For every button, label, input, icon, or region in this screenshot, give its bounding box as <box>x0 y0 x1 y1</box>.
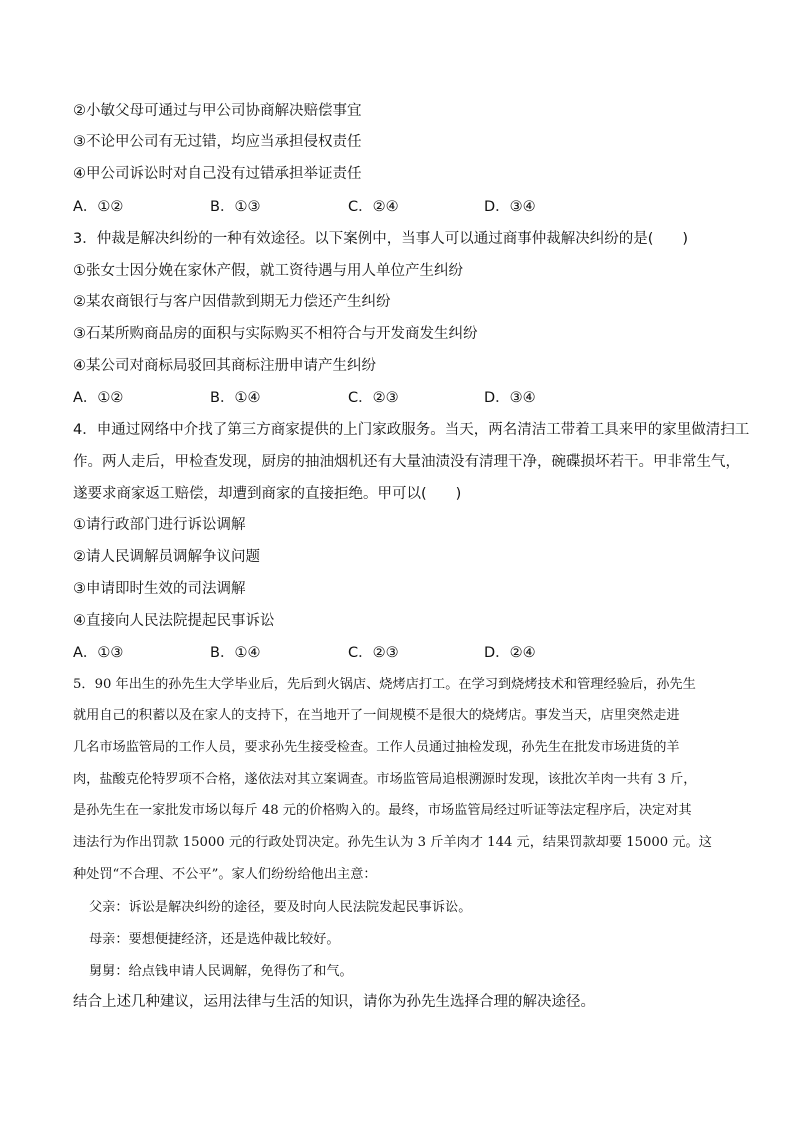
q2-statement-3: ③不论甲公司有无过错，均应当承担侵权责任 <box>73 134 362 150</box>
q4-options <box>73 643 723 663</box>
q5-uncle-advice: 舅舅：给点钱申请人民调解，免得伤了和气。 <box>89 964 353 979</box>
q4-statement-2: ②请人民调解员调解争议问题 <box>73 549 260 565</box>
q3-option-d: D．③④ <box>484 390 536 406</box>
q5-stem-line-1: 5．90 年出生的孙先生大学毕业后，先后到火锅店、烧烤店打工。在学习到烧烤技术和管理经验后，孙先生 <box>73 677 696 692</box>
q2-statement-2: ②小敏父母可通过与甲公司协商解决赔偿事宜 <box>73 103 362 119</box>
q4-stem-line-2: 作。两人走后，甲检查发现，厨房的抽油烟机还有大量油渍没有清理干净，碗碟损坏若干。甲非常生气， <box>73 454 740 470</box>
q3-option-b: B．①④ <box>210 390 261 406</box>
q5-closing-question: 结合上述几种建议，运用法律与生活的知识，请你为孙先生选择合理的解决途径。 <box>73 994 595 1010</box>
q2-option-a: A．①② <box>73 199 124 215</box>
q2-option-c: C．②④ <box>348 199 399 215</box>
q2-statement-4: ④甲公司诉讼时对自己没有过错承担举证责任 <box>73 166 362 182</box>
q5-stem-line-6: 违法行为作出罚款 15000 元的行政处罚决定。孙先生认为 3 斤羊肉才 144 元，结果罚款却要 15000 元。这 <box>73 835 712 850</box>
q3-statement-3: ③石某所购商品房的面积与实际购买不相符合与开发商发生纠纷 <box>73 326 478 342</box>
q5-father-advice: 父亲：诉讼是解决纠纷的途径，要及时向人民法院发起民事诉讼。 <box>89 900 472 915</box>
q2-option-d: D．③④ <box>484 199 536 215</box>
q3-statement-2: ②某农商银行与客户因借款到期无力偿还产生纠纷 <box>73 294 391 310</box>
q5-stem-line-7: 种处罚“不合理、不公平”。家人们纷纷给他出主意： <box>73 867 377 882</box>
q3-statement-4: ④某公司对商标局驳回其商标注册申请产生纠纷 <box>73 358 376 374</box>
q2-options <box>73 197 723 217</box>
q4-option-a: A．①③ <box>73 645 124 661</box>
q5-stem-line-5: 是孙先生在一家批发市场以每斤 48 元的价格购入的。最终，市场监管局经过听证等法定程序后，决定对其 <box>73 803 692 818</box>
q3-statement-1: ①张女士因分娩在家休产假，就工资待遇与用人单位产生纠纷 <box>73 263 463 279</box>
q3-option-c: C．②③ <box>348 390 399 406</box>
q4-option-b: B．①④ <box>210 645 261 661</box>
q2-option-b: B．①③ <box>210 199 261 215</box>
q3-stem: 3．仲裁是解决纠纷的一种有效途径。以下案例中，当事人可以通过商事仲裁解决纠纷的是( ) <box>73 231 689 247</box>
q5-stem-line-2: 就用自己的积蓄以及在家人的支持下，在当地开了一间规模不是很大的烧烤店。事发当天，店里突然走进 <box>73 708 680 723</box>
q4-stem-line-1: 4．申通过网络中介找了第三方商家提供的上门家政服务。当天，两名清洁工带着工具来甲的家里做清扫工 <box>73 422 750 438</box>
q4-stem-line-3: 遂要求商家返工赔偿，却遭到商家的直接拒绝。甲可以( ) <box>73 486 462 502</box>
q4-statement-1: ①请行政部门进行诉讼调解 <box>73 517 246 533</box>
q3-option-a: A．①② <box>73 390 124 406</box>
q5-stem-line-3: 几名市场监管局的工作人员，要求孙先生接受检查。工作人员通过抽检发现，孙先生在批发市场进货的羊 <box>73 740 680 755</box>
q4-option-c: C．②③ <box>348 645 399 661</box>
q5-mother-advice: 母亲：要想便捷经济，还是选仲裁比较好。 <box>89 932 340 947</box>
q3-options <box>73 388 723 408</box>
q4-statement-3: ③申请即时生效的司法调解 <box>73 581 246 597</box>
q5-stem-line-4: 肉，盐酸克伦特罗项不合格，遂依法对其立案调查。市场监管局追根溯源时发现，该批次羊肉一共有 3 斤， <box>73 772 697 787</box>
q4-option-d: D．②④ <box>484 645 536 661</box>
q4-statement-4: ④直接向人民法院提起民事诉讼 <box>73 613 275 629</box>
